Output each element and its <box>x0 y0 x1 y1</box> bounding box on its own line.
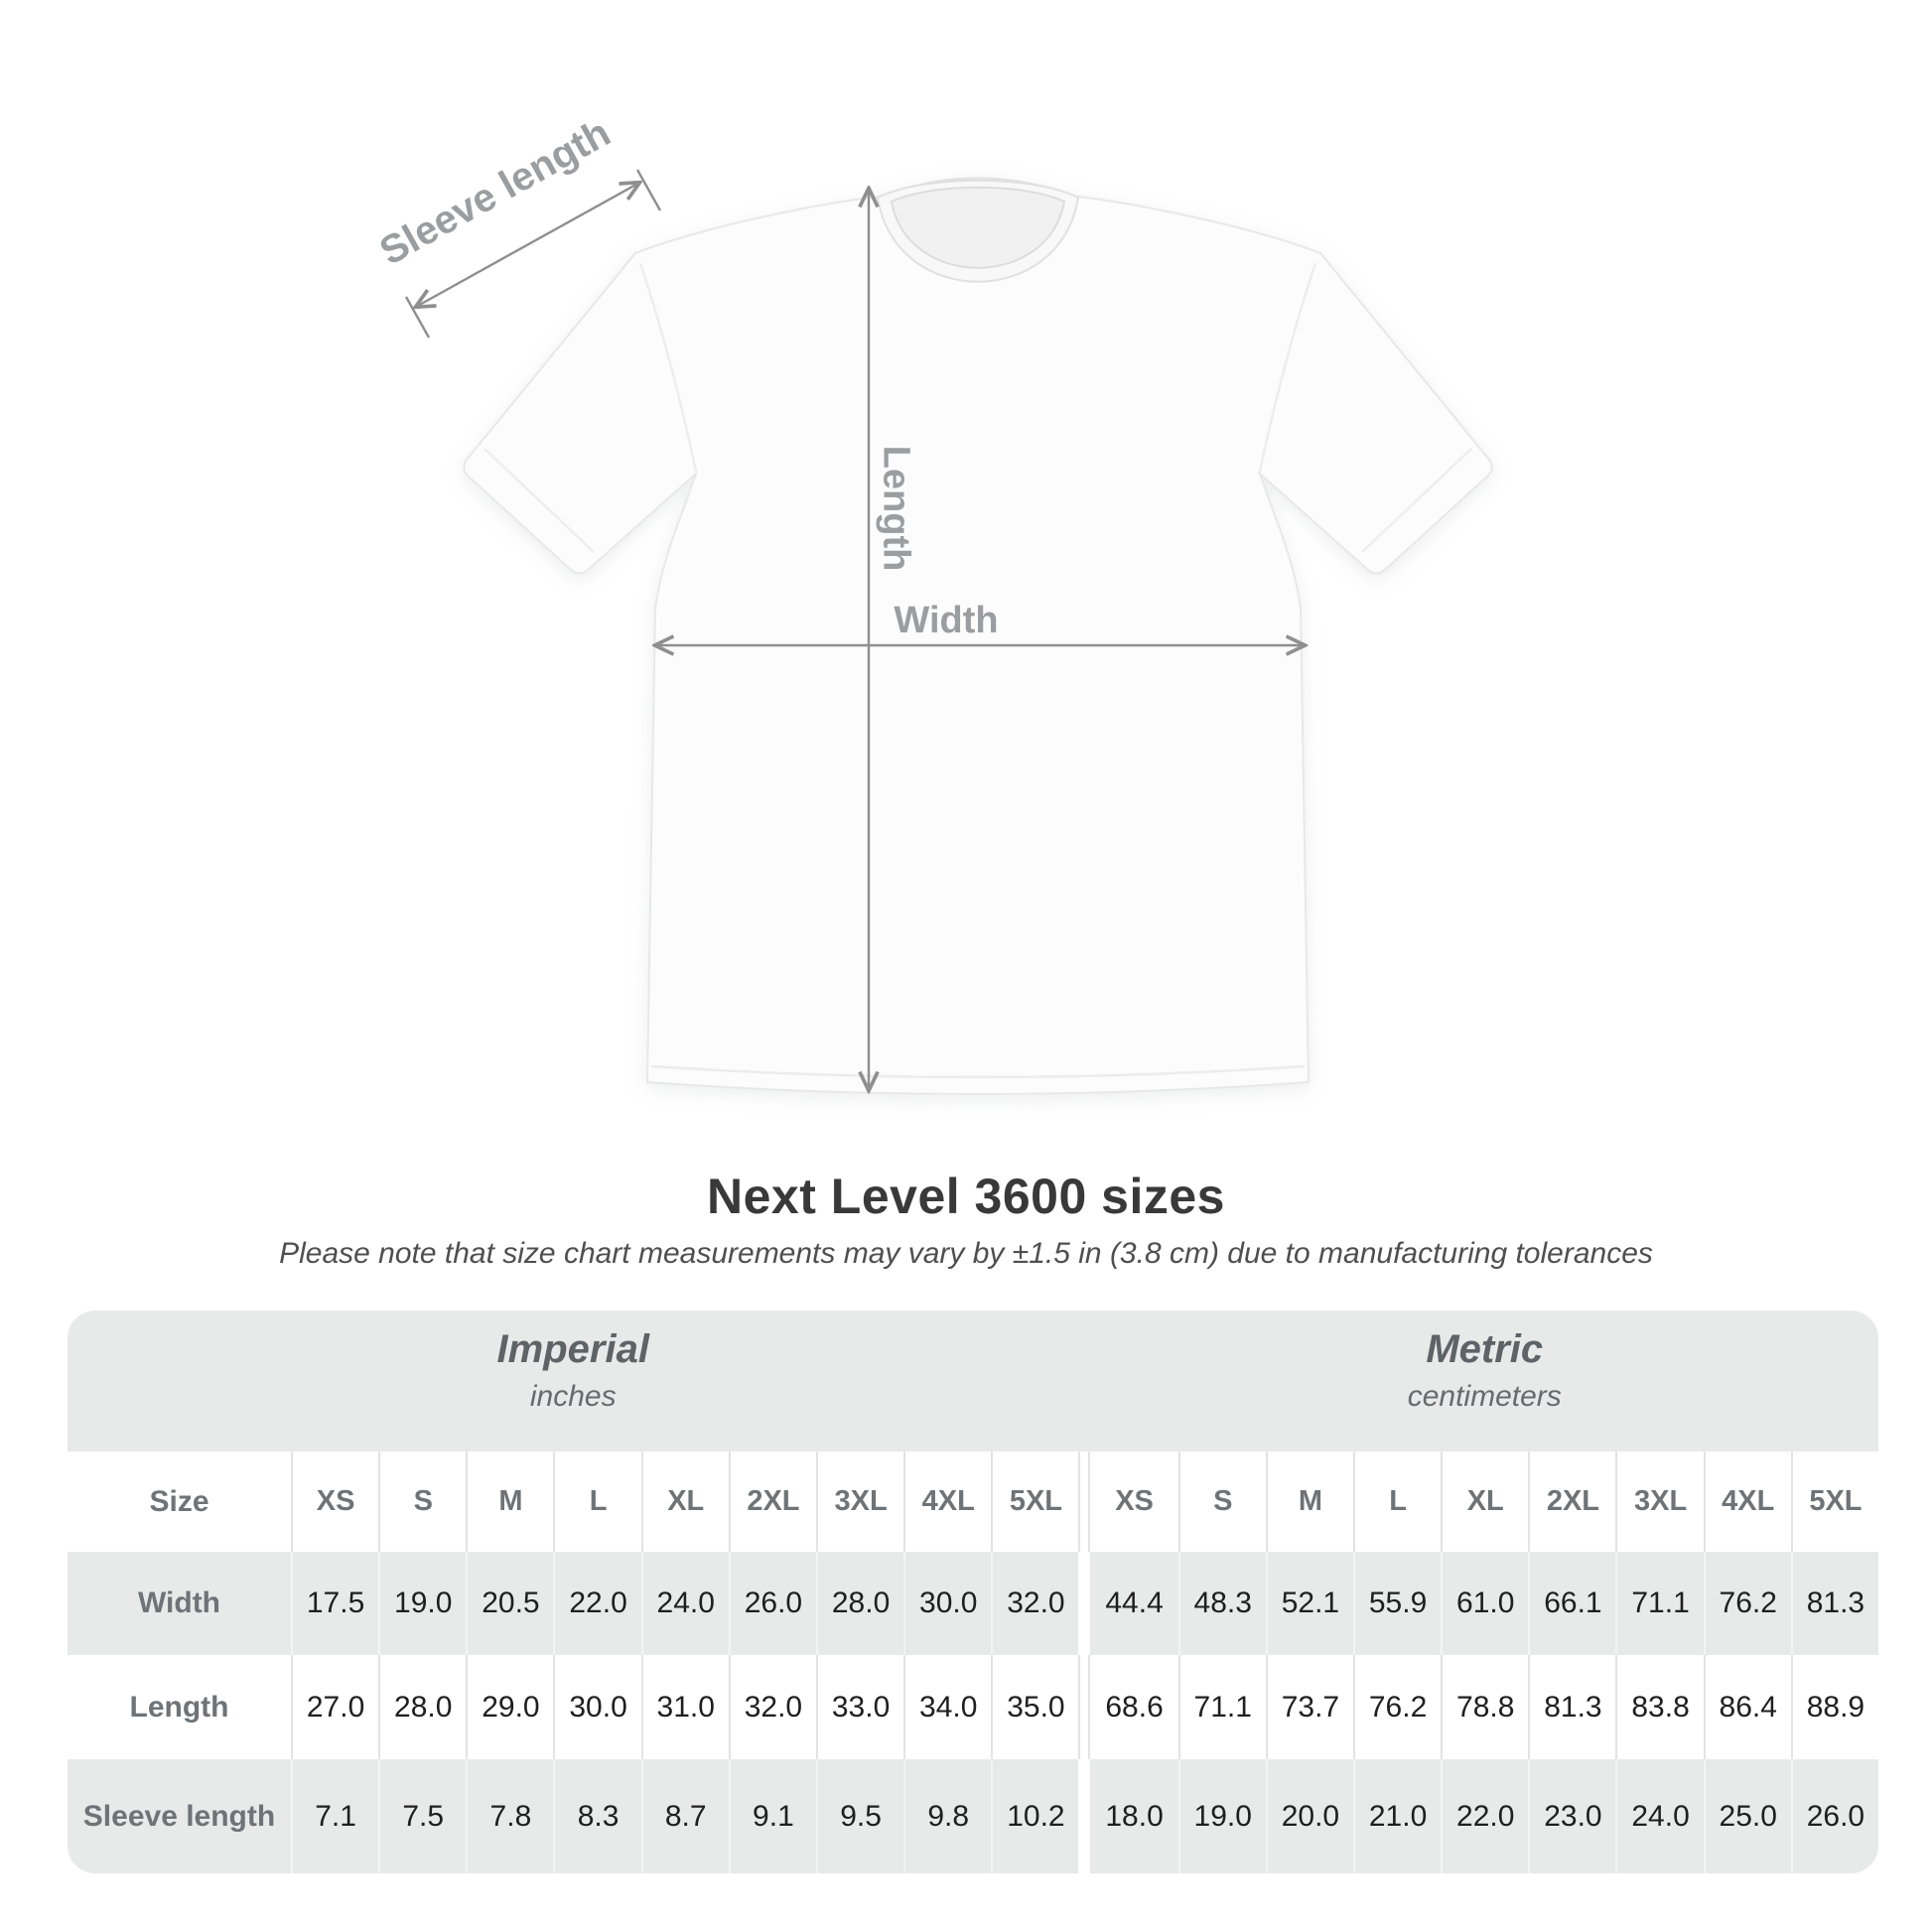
size-table <box>68 1311 1878 1873</box>
value-cell: 19.0 <box>378 1552 466 1655</box>
size-header-cell: M <box>466 1451 553 1552</box>
metric-label: Metric <box>1426 1327 1544 1371</box>
size-header-cell: 3XL <box>1615 1451 1703 1552</box>
tolerance-note: Please note that size chart measurements may vary by ±1.5 in (3.8 cm) due to manufacturing tolerances <box>279 1237 1653 1270</box>
metric-unit-label: centimeters <box>1407 1380 1562 1413</box>
value-cell: 30.0 <box>903 1552 991 1655</box>
value-cell: 27.0 <box>291 1655 378 1759</box>
size-header-cell: 5XL <box>991 1451 1078 1552</box>
value-cell: 66.1 <box>1528 1552 1615 1655</box>
header-group-gap <box>1078 1311 1090 1451</box>
width-label: Width <box>894 600 999 641</box>
value-cell: 33.0 <box>816 1655 903 1759</box>
value-cell: 22.0 <box>1441 1759 1528 1873</box>
value-cell: 8.7 <box>641 1759 729 1873</box>
value-cell: 28.0 <box>378 1655 466 1759</box>
value-cell: 26.0 <box>1791 1759 1878 1873</box>
value-cell: 9.1 <box>729 1759 816 1873</box>
size-header-cell: S <box>378 1451 466 1552</box>
value-cell: 71.1 <box>1615 1552 1703 1655</box>
value-cell: 31.0 <box>641 1655 729 1759</box>
value-cell: 7.1 <box>291 1759 378 1873</box>
value-cell: 76.2 <box>1704 1552 1791 1655</box>
value-cell: 8.3 <box>553 1759 640 1873</box>
length-label: Length <box>875 445 917 572</box>
group-gap <box>1078 1655 1090 1759</box>
page-title: Next Level 3600 sizes <box>707 1169 1225 1224</box>
imperial-label: Imperial <box>496 1327 649 1371</box>
value-cell: 44.4 <box>1090 1552 1177 1655</box>
corner-label-cell: Size <box>68 1451 291 1552</box>
value-cell: 55.9 <box>1353 1552 1441 1655</box>
sleeve-length-label: Sleeve length <box>372 110 618 274</box>
size-header-cell: 2XL <box>1528 1451 1615 1552</box>
size-header-cell: 2XL <box>729 1451 816 1552</box>
value-cell: 32.0 <box>729 1655 816 1759</box>
size-header-cell: L <box>1353 1451 1441 1552</box>
value-cell: 20.5 <box>466 1552 553 1655</box>
group-gap <box>1078 1759 1090 1873</box>
row-label-cell: Sleeve length <box>68 1759 291 1873</box>
size-header-cell: 5XL <box>1791 1451 1878 1552</box>
group-gap <box>1078 1451 1090 1552</box>
imperial-unit-label: inches <box>529 1380 617 1413</box>
value-cell: 32.0 <box>991 1552 1078 1655</box>
value-cell: 22.0 <box>553 1552 640 1655</box>
value-cell: 86.4 <box>1704 1655 1791 1759</box>
imperial-group-header <box>68 1311 1078 1451</box>
value-cell: 9.8 <box>903 1759 991 1873</box>
size-header-cell: L <box>553 1451 640 1552</box>
value-cell: 29.0 <box>466 1655 553 1759</box>
size-header-cell: 4XL <box>903 1451 991 1552</box>
value-cell: 78.8 <box>1441 1655 1528 1759</box>
size-header-cell: XL <box>641 1451 729 1552</box>
value-cell: 21.0 <box>1353 1759 1441 1873</box>
value-cell: 88.9 <box>1791 1655 1878 1759</box>
size-header-cell: XS <box>291 1451 378 1552</box>
value-cell: 25.0 <box>1704 1759 1791 1873</box>
value-cell: 81.3 <box>1791 1552 1878 1655</box>
value-cell: 9.5 <box>816 1759 903 1873</box>
value-cell: 81.3 <box>1528 1655 1615 1759</box>
metric-group-header <box>1090 1311 1878 1451</box>
value-cell: 68.6 <box>1090 1655 1177 1759</box>
value-cell: 7.8 <box>466 1759 553 1873</box>
size-header-cell: 3XL <box>816 1451 903 1552</box>
size-header-cell: 4XL <box>1704 1451 1791 1552</box>
value-cell: 35.0 <box>991 1655 1078 1759</box>
value-cell: 73.7 <box>1266 1655 1353 1759</box>
value-cell: 28.0 <box>816 1552 903 1655</box>
value-cell: 83.8 <box>1615 1655 1703 1759</box>
sleeve-arrow-start-tick <box>406 297 429 338</box>
value-cell: 18.0 <box>1090 1759 1177 1873</box>
row-label-cell: Width <box>68 1552 291 1655</box>
value-cell: 71.1 <box>1178 1655 1266 1759</box>
size-header-cell: XS <box>1090 1451 1177 1552</box>
value-cell: 30.0 <box>553 1655 640 1759</box>
value-cell: 24.0 <box>1615 1759 1703 1873</box>
size-header-cell: M <box>1266 1451 1353 1552</box>
value-cell: 20.0 <box>1266 1759 1353 1873</box>
value-cell: 34.0 <box>903 1655 991 1759</box>
value-cell: 48.3 <box>1178 1552 1266 1655</box>
value-cell: 17.5 <box>291 1552 378 1655</box>
value-cell: 7.5 <box>378 1759 466 1873</box>
value-cell: 26.0 <box>729 1552 816 1655</box>
value-cell: 24.0 <box>641 1552 729 1655</box>
row-label-cell: Length <box>68 1655 291 1759</box>
value-cell: 76.2 <box>1353 1655 1441 1759</box>
size-header-cell: XL <box>1441 1451 1528 1552</box>
value-cell: 61.0 <box>1441 1552 1528 1655</box>
value-cell: 23.0 <box>1528 1759 1615 1873</box>
sleeve-arrow-end-tick <box>637 170 660 210</box>
value-cell: 52.1 <box>1266 1552 1353 1655</box>
value-cell: 10.2 <box>991 1759 1078 1873</box>
size-header-cell: S <box>1178 1451 1266 1552</box>
group-gap <box>1078 1552 1090 1655</box>
value-cell: 19.0 <box>1178 1759 1266 1873</box>
